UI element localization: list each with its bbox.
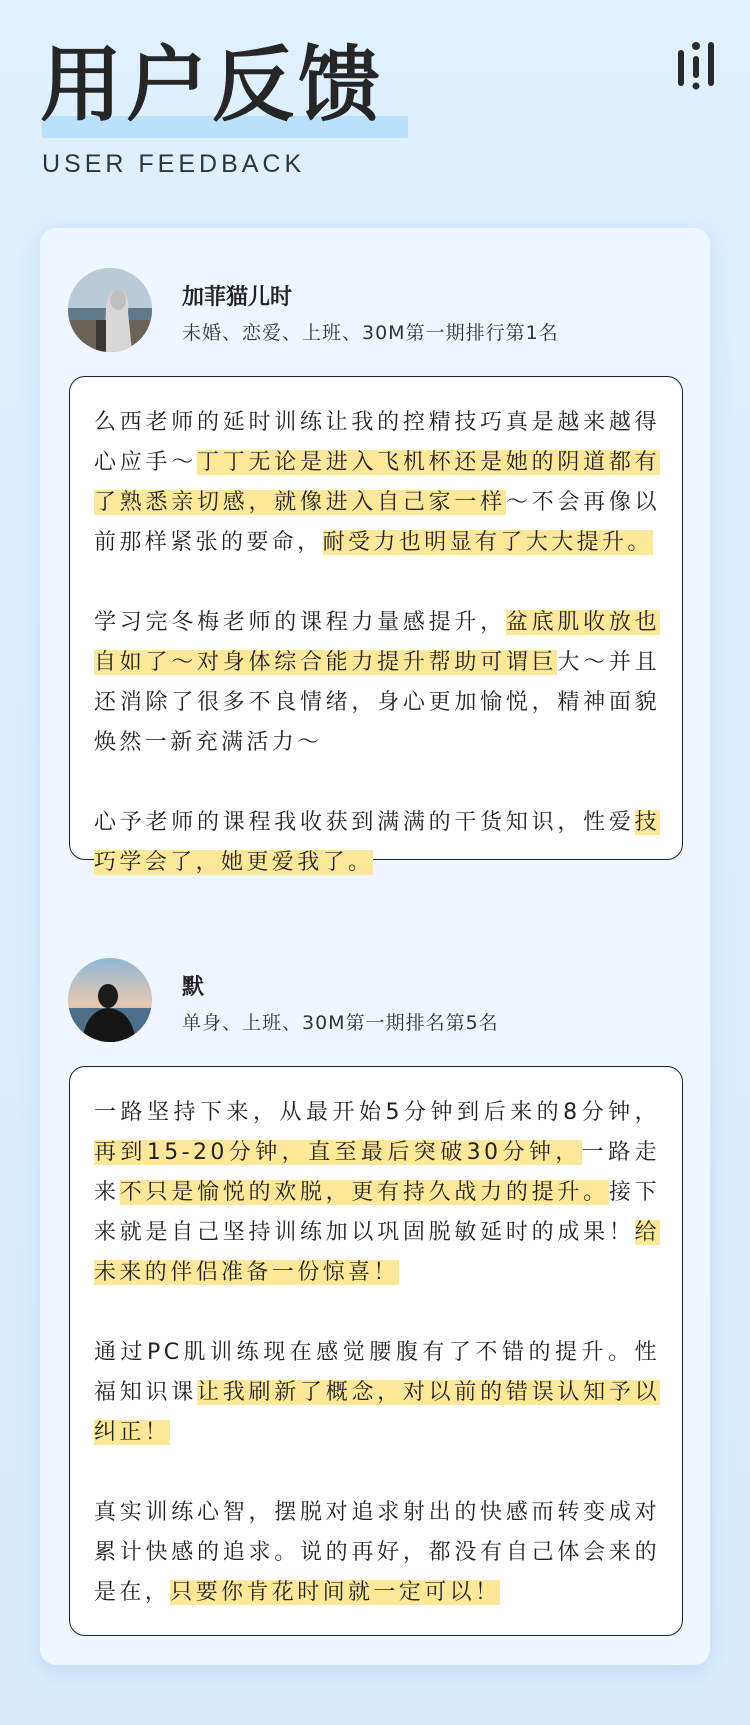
text-segment: 通过PC肌训练现在感觉腰腹有了不错的提升。性福知识课: [94, 1340, 660, 1405]
user-meta: 未婚、恋爱、上班、30M第一期排行第1名: [182, 322, 559, 344]
paragraph-gap: [94, 563, 660, 603]
highlighted-text: 给未来的伴侣准备一份惊喜！: [94, 1220, 660, 1285]
paragraph-gap: [94, 1293, 660, 1333]
logo-bars-icon: [676, 38, 716, 94]
text-segment: 学习完冬梅老师的课程力量感提升，: [94, 610, 506, 635]
feedback-paragraph: [94, 1093, 660, 1293]
highlighted-text: 盆底肌收放也自如了～对身体综合能力提升帮助可谓巨: [94, 610, 661, 675]
feedback-paragraph: [94, 1493, 660, 1613]
highlighted-text: 技巧学会了，她更爱我了。: [94, 810, 660, 875]
feedback-card: [69, 1066, 683, 1636]
feedback-card: [69, 376, 683, 875]
page-title: 用户反馈: [40, 38, 385, 133]
text-segment: 心予老师的课程我收获到满满的干货知识，性爱: [94, 810, 635, 835]
page-header: [40, 30, 720, 190]
avatar-silhouette-person-icon: [68, 958, 152, 1042]
user-meta: 单身、上班、30M第一期排名第5名: [182, 1012, 499, 1034]
feedback-paragraph: [94, 603, 660, 763]
text-segment: 么西老师的延时训练让我的控精技巧真是越来越得心应手～: [94, 410, 660, 475]
highlighted-text: 只要你肯花时间就一定可以！: [170, 1580, 501, 1605]
feedback-panel: [40, 228, 710, 1665]
highlighted-text: 不只是愉悦的欢脱，更有持久战力的提升。: [119, 1180, 609, 1205]
feedback-paragraph: [94, 1333, 660, 1453]
highlighted-text: 再到15-20分钟，直至最后突破30分钟，: [94, 1140, 582, 1165]
feedback-paragraph: [94, 403, 660, 563]
user-header: [68, 268, 688, 358]
text-segment: ～不会再像以前那样紧张的要命，: [94, 490, 661, 555]
text-segment: 大～并且还消除了很多不良情绪，身心更加愉悦，精神面貌焕然一新充满活力～: [94, 650, 661, 755]
text-segment: 真实训练心智，摆脱对追求射出的快感而转变成对累计快感的追求。说的再好，都没有自己体会来的是在，: [94, 1500, 660, 1605]
user-name: 加菲猫儿时: [182, 285, 293, 310]
text-segment: 一路坚持下来，从最开始5分钟到后来的8分钟，: [94, 1100, 660, 1125]
highlighted-text: 耐受力也明显有了大大提升。: [322, 530, 653, 555]
text-segment: 一路走来: [94, 1140, 661, 1205]
paragraph-gap: [94, 763, 660, 803]
avatar-hooded-person-icon: [68, 268, 152, 352]
text-segment: 接下来就是自己坚持训练加以巩固脱敏延时的成果！: [94, 1180, 660, 1245]
highlighted-text: 丁丁无论是进入飞机杯还是她的阴道都有了熟悉亲切感，就像进入自己家一样: [94, 450, 661, 515]
user-name: 默: [182, 975, 205, 1000]
user-header: [68, 958, 688, 1048]
paragraph-gap: [94, 1453, 660, 1493]
highlighted-text: 让我刷新了概念，对以前的错误认知予以纠正！: [94, 1380, 661, 1445]
page-subtitle: USER FEEDBACK: [42, 150, 306, 178]
feedback-paragraph: [94, 803, 660, 883]
